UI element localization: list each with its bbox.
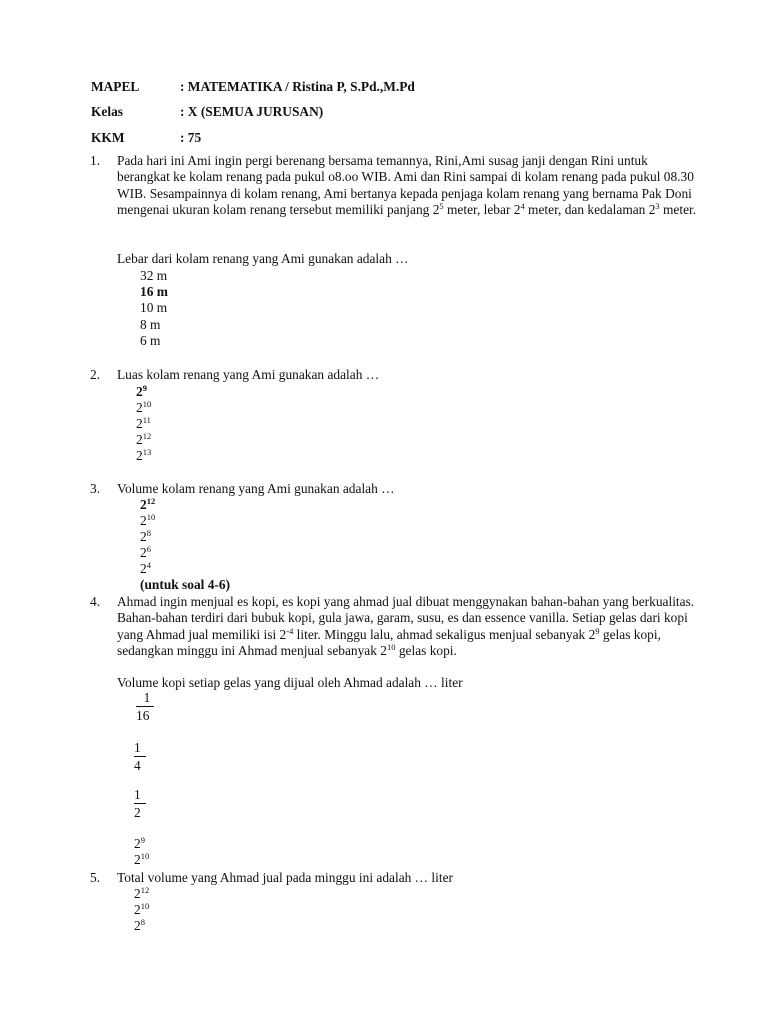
fraction-option xyxy=(134,787,156,820)
header-key: MAPEL xyxy=(91,79,140,94)
answer-option: 32 m xyxy=(140,268,168,283)
fraction-option xyxy=(134,740,156,773)
header-key: Kelas xyxy=(91,104,123,119)
answer-option: $2^{10}$ xyxy=(134,901,150,917)
answer-option: $2^6$ xyxy=(140,544,151,560)
question-prompt: Volume kolam renang yang Ami gunakan adalah … xyxy=(117,481,395,496)
fraction-bar xyxy=(134,803,146,804)
fraction-option xyxy=(136,690,158,723)
question-number: 5. xyxy=(90,870,101,885)
question-prompt: Luas kolam renang yang Ami gunakan adalah … xyxy=(117,367,380,382)
answer-option: 10 m xyxy=(140,300,168,315)
fraction-bar xyxy=(136,706,154,707)
question-number: 1. xyxy=(90,153,101,168)
question-5 xyxy=(90,870,100,886)
question-1 xyxy=(90,153,700,218)
question-text: Ahmad ingin menjual es kopi, es kopi yang ahmad jual dibuat menggynakan bahan-bahan yang berkualitas. Bahan-bahan terdiri dari bubuk kopi, gula jawa, garam, susu, es dan essence vanilla. Setiap gelas dari kopi yang Ahmad jual memiliki isi $2^{-4}$ liter. Minggu lalu, ahmad sekaligus menjual sebanyak $2^9$ gelas kopi, sedangkan minggu ini Ahmad menjual sebanyak $2^{10}$ gelas kopi. xyxy=(117,594,695,658)
fraction-numerator: 1 xyxy=(134,740,141,755)
answer-option: $2^{13}$ xyxy=(136,447,152,463)
header-key: KKM xyxy=(91,130,125,145)
fraction-denominator: 2 xyxy=(134,805,141,820)
answer-option: 6 m xyxy=(140,333,161,348)
answer-option: $2^{10}$ xyxy=(140,512,156,528)
answer-option: $2^8$ xyxy=(134,917,145,933)
fraction-denominator: 4 xyxy=(134,758,141,773)
question-prompt: Lebar dari kolam renang yang Ami gunakan adalah … xyxy=(117,251,409,266)
fraction-numerator: 1 xyxy=(143,690,151,705)
header-value: : 75 xyxy=(180,130,202,145)
answer-option: $2^{10}$ xyxy=(134,851,150,867)
answer-option-correct: 16 m xyxy=(140,284,168,299)
header-value: : X (SEMUA JURUSAN) xyxy=(180,104,324,119)
question-4 xyxy=(90,594,700,659)
answer-option: $2^{11}$ xyxy=(136,415,151,431)
question-prompt: Total volume yang Ahmad jual pada minggu ini adalah … liter xyxy=(117,870,453,885)
question-number: 3. xyxy=(90,481,101,496)
answer-option: $2^9$ xyxy=(134,835,145,851)
header-value: : MATEMATIKA / Ristina P, S.Pd.,M.Pd xyxy=(180,79,415,94)
fraction-denominator: 16 xyxy=(136,708,150,723)
question-number: 4. xyxy=(90,594,101,609)
answer-option: $2^8$ xyxy=(140,528,151,544)
question-number: 2. xyxy=(90,367,101,382)
section-note: (untuk soal 4-6) xyxy=(140,577,231,592)
answer-option: $2^{12}$ xyxy=(136,431,152,447)
question-3 xyxy=(90,481,100,497)
question-text: Pada hari ini Ami ingin pergi berenang bersama temannya, Rini,Ami susag janji dengan Rini untuk berangkat ke kolam renang pada pukul o8.oo WIB. Ami dan Rini sampai di kolam renang pada pukul 08.30 WIB. Sesampainnya di kolam renang, Ami bertanya kepada penjaga kolam renang yang bernama Pak Doni mengenai ukuran kolam renang tersebut memiliki panjang $2^5$ meter, lebar $2^4$ meter, dan kedalaman $2^3$ meter. xyxy=(117,153,697,217)
answer-option: $2^4$ xyxy=(140,560,151,576)
answer-option-correct: $2^{12}$ xyxy=(140,496,156,512)
answer-option: $2^{12}$ xyxy=(134,885,150,901)
question-prompt: Volume kopi setiap gelas yang dijual oleh Ahmad adalah … liter xyxy=(117,675,463,690)
answer-option-correct: $2^9$ xyxy=(136,383,147,399)
fraction-numerator: 1 xyxy=(134,787,141,802)
answer-option: 8 m xyxy=(140,317,161,332)
answer-option: $2^{10}$ xyxy=(136,399,152,415)
question-2 xyxy=(90,367,100,383)
fraction-bar xyxy=(134,756,146,757)
